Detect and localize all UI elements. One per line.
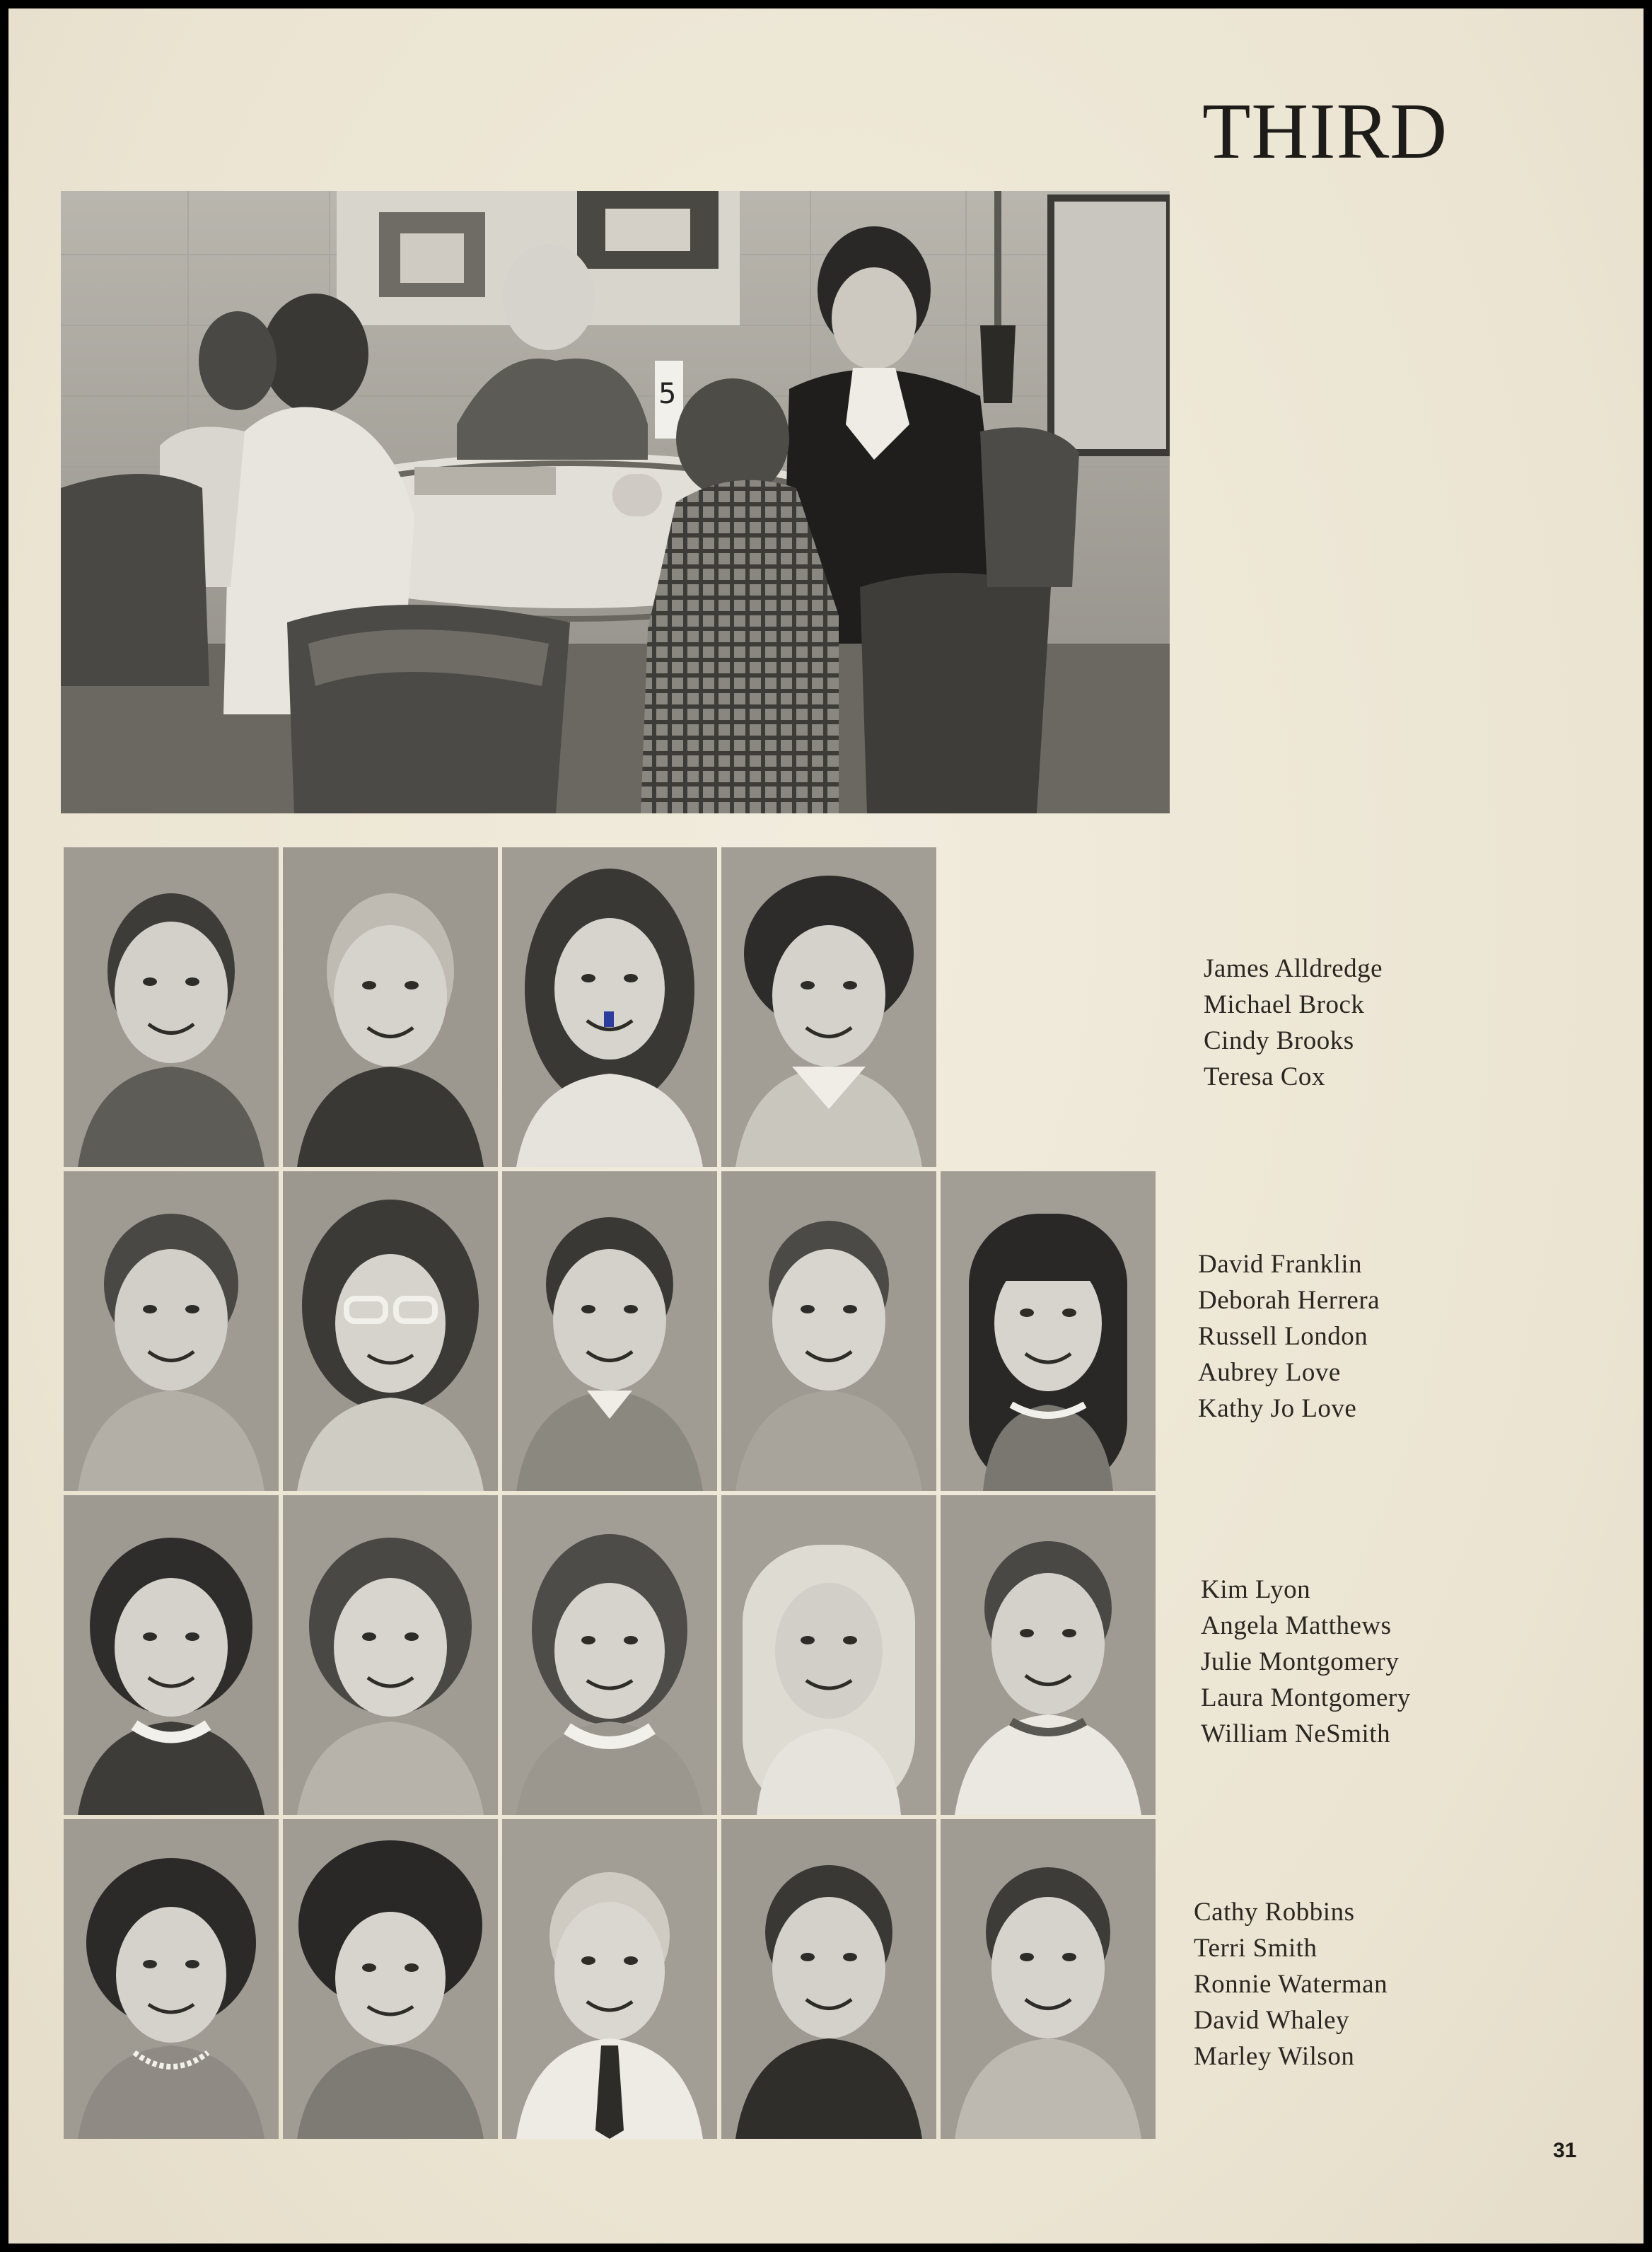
student-name: Laura Montgomery bbox=[1201, 1683, 1411, 1712]
student-name: Cathy Robbins bbox=[1194, 1898, 1355, 1927]
student-name: Deborah Herrera bbox=[1198, 1286, 1380, 1315]
student-portrait bbox=[64, 1171, 279, 1491]
student-portrait bbox=[721, 1819, 936, 2139]
student-name: David Franklin bbox=[1198, 1250, 1363, 1279]
student-name: William NeSmith bbox=[1201, 1719, 1391, 1748]
student-name: Teresa Cox bbox=[1204, 1062, 1325, 1091]
name-list-row-3 bbox=[1201, 1572, 1411, 1752]
page-number: 31 bbox=[1553, 2139, 1577, 2162]
student-portrait bbox=[721, 1171, 936, 1491]
student-portrait bbox=[64, 1495, 279, 1815]
student-portrait bbox=[283, 1171, 498, 1491]
student-portrait bbox=[941, 1171, 1156, 1491]
student-portrait bbox=[502, 1819, 717, 2139]
student-portrait bbox=[502, 1171, 717, 1491]
name-list-row-4 bbox=[1194, 1894, 1388, 2074]
classroom-photo bbox=[61, 191, 1170, 813]
student-name: David Whaley bbox=[1194, 2006, 1350, 2035]
student-portrait bbox=[283, 1495, 498, 1815]
chalkboard-digit: 5 bbox=[658, 378, 677, 410]
page-heading: THIRD bbox=[1202, 88, 1448, 175]
student-portrait bbox=[64, 1819, 279, 2139]
student-name: Kim Lyon bbox=[1201, 1575, 1311, 1604]
yearbook-page bbox=[8, 8, 1644, 2244]
student-name: James Alldredge bbox=[1204, 954, 1383, 983]
student-portrait bbox=[283, 847, 498, 1167]
student-name: Ronnie Waterman bbox=[1194, 1970, 1388, 1999]
student-portrait bbox=[283, 1819, 498, 2139]
student-name: Aubrey Love bbox=[1198, 1358, 1341, 1387]
student-name: Julie Montgomery bbox=[1201, 1647, 1400, 1676]
student-name: Michael Brock bbox=[1204, 990, 1365, 1019]
student-name: Kathy Jo Love bbox=[1198, 1394, 1357, 1423]
name-list-row-2 bbox=[1198, 1246, 1380, 1427]
student-name: Cindy Brooks bbox=[1204, 1026, 1354, 1055]
student-portrait bbox=[64, 847, 279, 1167]
student-portrait bbox=[502, 847, 717, 1167]
student-portrait bbox=[721, 847, 936, 1167]
student-portrait bbox=[941, 1495, 1156, 1815]
student-name: Russell London bbox=[1198, 1322, 1368, 1351]
student-portrait bbox=[721, 1495, 936, 1815]
student-name: Marley Wilson bbox=[1194, 2042, 1355, 2071]
student-name: Angela Matthews bbox=[1201, 1611, 1392, 1640]
name-list-row-1 bbox=[1204, 951, 1383, 1095]
student-portrait bbox=[941, 1819, 1156, 2139]
student-portrait bbox=[502, 1495, 717, 1815]
student-name: Terri Smith bbox=[1194, 1934, 1317, 1963]
